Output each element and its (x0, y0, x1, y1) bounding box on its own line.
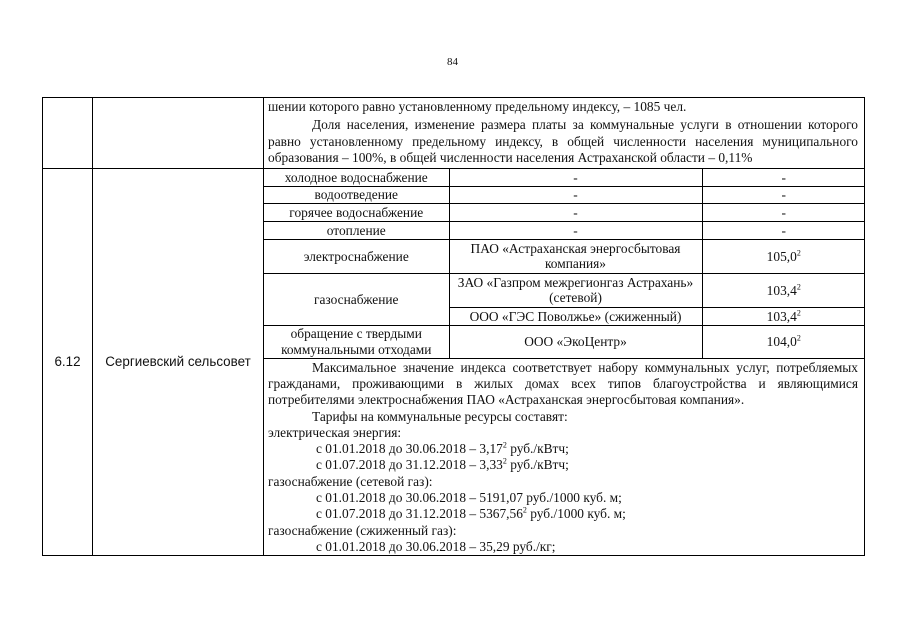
service-provider: ЗАО «Газпром межрегионгаз Астрахань» (сетевой) (449, 273, 702, 307)
gas-liquid-heading: газоснабжение (сжиженный газ): (268, 522, 457, 538)
service-index: - (702, 186, 865, 203)
table-row (43, 98, 865, 169)
share-paragraph: Доля населения, изменение размера платы за коммунальные услуги в отношении которого равно установленному предельному индексу, в общей численности населения муниципального образования – 100%, в общей численности населения Астраханской области – 0,11% (268, 117, 858, 165)
service-provider: ООО «ЭкоЦентр» (449, 325, 702, 358)
service-name: водоотведение (264, 186, 449, 203)
electric-tariff-1: с 01.01.2018 до 30.06.2018 – 3,17$^2$ руб./кВтч; (316, 440, 569, 457)
continued-line: шении которого равно установленному предельному индексу, – 1085 чел. (268, 99, 687, 114)
service-provider: - (449, 186, 702, 203)
service-name: отопление (264, 221, 449, 239)
number-cell (43, 98, 93, 169)
tariffs-block (264, 359, 864, 556)
service-row (264, 203, 865, 221)
service-provider: ПАО «Астраханская энергосбытовая компания» (449, 239, 702, 273)
municipality-cell (93, 98, 264, 169)
service-row (264, 186, 865, 203)
service-provider: - (449, 203, 702, 221)
gas-net-tariff-1: с 01.01.2018 до 30.06.2018 – 5191,07 руб./1000 куб. м; (316, 490, 622, 506)
table-row (43, 169, 865, 556)
service-provider: ООО «ГЭС Поволжье» (сжиженный) (449, 307, 702, 325)
service-provider: - (449, 169, 702, 186)
electric-tariff-2: с 01.07.2018 до 31.12.2018 – 3,33$^2$ руб./кВтч; (316, 457, 569, 473)
description-cell (264, 98, 865, 169)
service-name: холодное водоснабжение (264, 169, 449, 186)
main-table (42, 97, 865, 556)
service-provider: - (449, 221, 702, 239)
service-row (264, 239, 865, 273)
service-index: - (702, 221, 865, 239)
service-index: 105,0$^2$ (702, 239, 865, 273)
gas-liquid-tariff-1: с 01.01.2018 до 30.06.2018 – 35,29 руб./кг; (316, 538, 556, 554)
service-row (264, 221, 865, 239)
service-index: 103,4$^2$ (702, 273, 865, 307)
service-name: газоснабжение (264, 273, 449, 325)
service-index: - (702, 169, 865, 186)
electric-heading: электрическая энергия: (268, 424, 402, 440)
max-index-paragraph: Максимальное значение индекса соответствует набору коммунальных услуг, потребляемых гражданами, проживающими в жилых домах всех типов благоустройства и являющимися потребителями электроснабжения ПАО «Астраханская энергосбытовая компания». (268, 359, 858, 408)
gas-net-heading: газоснабжение (сетевой газ): (268, 473, 433, 489)
service-index: 103,4$^2$ (702, 307, 865, 325)
gas-net-tariff-2: с 01.07.2018 до 31.12.2018 – 5367,56$^2$ руб./1000 куб. м; (316, 505, 626, 522)
row-number: 6.12 (43, 169, 93, 556)
service-index: - (702, 203, 865, 221)
service-row (264, 169, 865, 186)
service-name: электроснабжение (264, 239, 449, 273)
page-number: 84 (447, 56, 458, 68)
service-name: горячее водоснабжение (264, 203, 449, 221)
service-row (264, 273, 865, 307)
service-index: 104,0$^2$ (702, 325, 865, 358)
services-table (264, 169, 865, 359)
description-cell (264, 169, 865, 556)
service-row (264, 325, 865, 358)
service-name: обращение с твердыми коммунальными отходами (264, 325, 449, 358)
tariffs-intro: Тарифы на коммунальные ресурсы составят: (312, 408, 568, 424)
municipality-name: Сергиевский сельсовет (93, 169, 264, 556)
